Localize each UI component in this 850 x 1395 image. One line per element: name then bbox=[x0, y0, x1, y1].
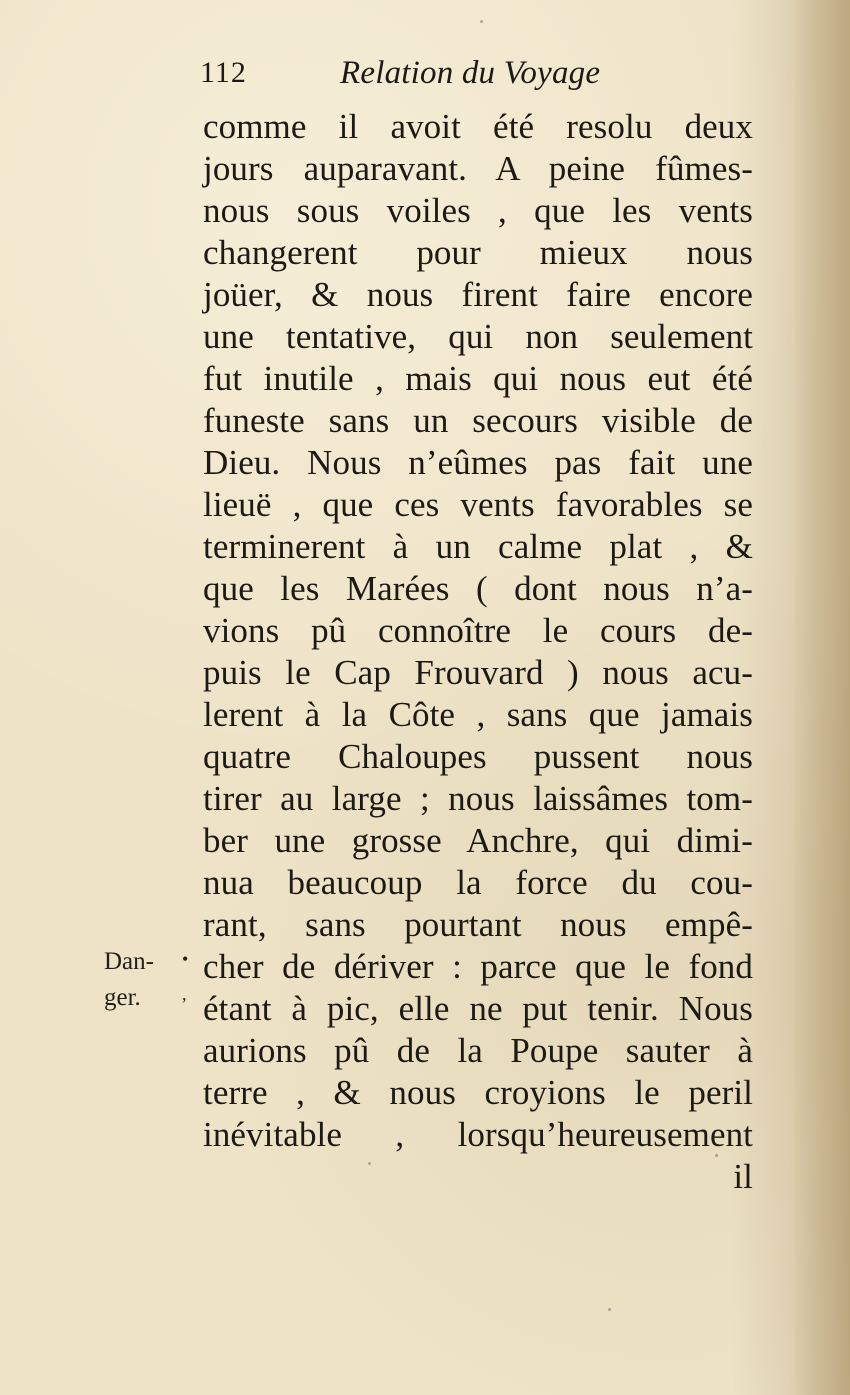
text-line: cher de dériver : parce que le fond bbox=[203, 947, 753, 986]
running-header bbox=[200, 56, 655, 112]
text-line: tirer au large ; nous laissâmes tom- bbox=[203, 779, 753, 818]
text-line: fut inutile , mais qui nous eut été bbox=[203, 359, 753, 398]
margin-note-line-2: ger. bbox=[104, 984, 141, 1011]
catchword: il bbox=[733, 1157, 753, 1196]
text-line: Dieu. Nous n’eûmes pas fait une bbox=[203, 443, 753, 482]
text-line: inévitable , lorsqu’heureusement bbox=[203, 1115, 753, 1154]
text-line: nous sous voiles , que les vents bbox=[203, 191, 753, 230]
text-line: nua beaucoup la force du cou- bbox=[203, 863, 753, 902]
margin-mark-icon: • bbox=[182, 949, 189, 969]
margin-mark-icon: , bbox=[182, 984, 187, 1004]
page-number: 112 bbox=[200, 56, 247, 89]
text-line: funeste sans un secours visible de bbox=[203, 401, 753, 440]
text-line: terminerent à un calme plat , & bbox=[203, 527, 753, 566]
paper-speck bbox=[480, 20, 483, 23]
text-line: terre , & nous croyions le peril bbox=[203, 1073, 753, 1112]
paper-speck bbox=[368, 1162, 371, 1165]
text-line: lieuë , que ces vents favorables se bbox=[203, 485, 753, 524]
text-line: changerent pour mieux nous bbox=[203, 233, 753, 272]
margin-note bbox=[104, 944, 189, 1016]
text-line: ber une grosse Anchre, qui dimi- bbox=[203, 821, 753, 860]
text-line: jours auparavant. A peine fûmes- bbox=[203, 149, 753, 188]
body-text bbox=[203, 106, 753, 1198]
text-line: vions pû connoître le cours de- bbox=[203, 611, 753, 650]
text-line: quatre Chaloupes pussent nous bbox=[203, 737, 753, 776]
text-line: une tentative, qui non seulement bbox=[203, 317, 753, 356]
running-title: Relation du Voyage bbox=[340, 55, 601, 91]
text-line: lerent à la Côte , sans que jamais bbox=[203, 695, 753, 734]
text-line: que les Marées ( dont nous n’a- bbox=[203, 569, 753, 608]
text-line: joüer, & nous firent faire encore bbox=[203, 275, 753, 314]
text-line: étant à pic, elle ne put tenir. Nous bbox=[203, 989, 753, 1028]
paper-speck bbox=[608, 1308, 611, 1311]
text-line: rant, sans pourtant nous empê- bbox=[203, 905, 753, 944]
page-edge-shadow bbox=[795, 0, 850, 1395]
text-line: comme il avoit été resolu deux bbox=[203, 107, 753, 146]
text-line: puis le Cap Frouvard ) nous acu- bbox=[203, 653, 753, 692]
margin-note-line-1: Dan- bbox=[104, 948, 154, 975]
paper-speck bbox=[715, 1154, 718, 1157]
text-line: aurions pû de la Poupe sauter à bbox=[203, 1031, 753, 1070]
